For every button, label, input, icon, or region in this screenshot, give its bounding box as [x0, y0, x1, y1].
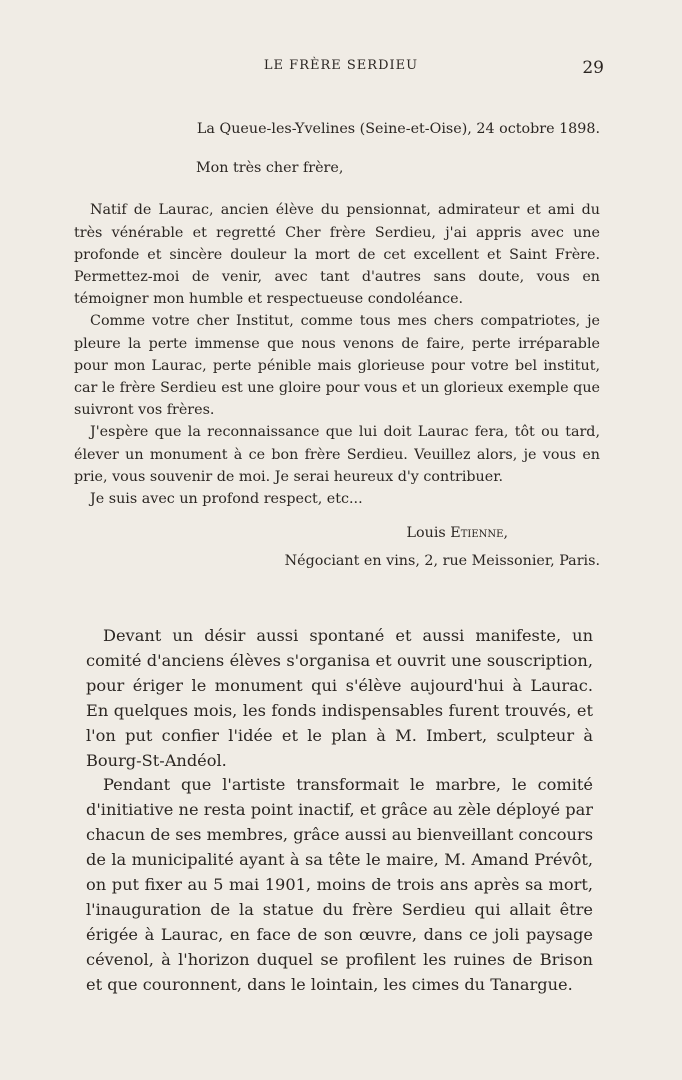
narrative-paragraph: Devant un désir aussi spontané et aussi manifeste, un comité d'anciens élèves s'organisa et ouvrit une souscription, pour ériger le monument qui s'élève aujourd'hui à Laurac. En quelques mois, les fonds indispensables furent trouvés, et l'on put confier l'idée et le plan à M. Imbert, sculpteur à Bourg-St-Andéol. [86, 626, 593, 770]
running-header [0, 58, 682, 78]
letter-dateline: La Queue-les-Yvelines (Seine-et-Oise), 24 octobre 1898. [196, 121, 600, 137]
letter [74, 118, 600, 573]
signature-name [74, 522, 600, 544]
letter-salutation: Mon très cher frère, [196, 160, 344, 177]
signature-last-name: Etienne, [450, 525, 508, 542]
narrative-paragraph: Pendant que l'artiste transformait le marbre, le comité d'initiative ne resta point inactif, et grâce au zèle déployé par chacun de ses membres, grâce aussi au bienveillant concours de la municipalité ayant à sa tête le maire, M. Amand Prévôt, on put fixer au 5 mai 1901, moins de trois ans après sa mort, l'inauguration de la statue du frère Serdieu qui allait être érigée à Laurac, en face de son œuvre, dans ce joli paysage cévenol, à l'horizon duquel se profilent les ruines de Brison et que couronnent, dans le lointain, les cimes du Tanargue. [86, 775, 594, 994]
running-title: LE FRÈRE SERDIEU [263, 58, 419, 73]
signature-first-name: Louis [406, 525, 446, 542]
signature-role: Négociant en vins, 2, rue Meissonier, Paris. [284, 553, 600, 570]
page-number: 29 [582, 58, 604, 78]
letter-paragraph: Comme votre cher Institut, comme tous mes chers compatriotes, je pleure la perte immense que nous venons de faire, perte irréparable pour mon Laurac, perte pénible mais glorieuse pour votre bel institut, car le frère Serdieu est une gloire pour vous et un glorieux exemple que suivront vos frères. [74, 313, 600, 419]
narrative-text [86, 624, 593, 998]
letter-paragraph: Natif de Laurac, ancien élève du pensionnat, admirateur et ami du très vénérable et regretté Cher frère Serdieu, j'ai appris avec une profonde et sincère douleur la mort de cet excellent et Saint Frère. Permettez-moi de venir, avec tant d'autres sans doute, vous en témoigner mon humble et respectueuse condoléance. [74, 202, 600, 308]
letter-signature [74, 522, 600, 572]
letter-closing: Je suis avec un profond respect, etc... [90, 491, 363, 508]
letter-paragraph: J'espère que la reconnaissance que lui doit Laurac fera, tôt ou tard, élever un monument à ce bon frère Serdieu. Veuillez alors, je vous en prie, vous souvenir de moi. Je serai heureux d'y contribuer. [74, 424, 600, 485]
